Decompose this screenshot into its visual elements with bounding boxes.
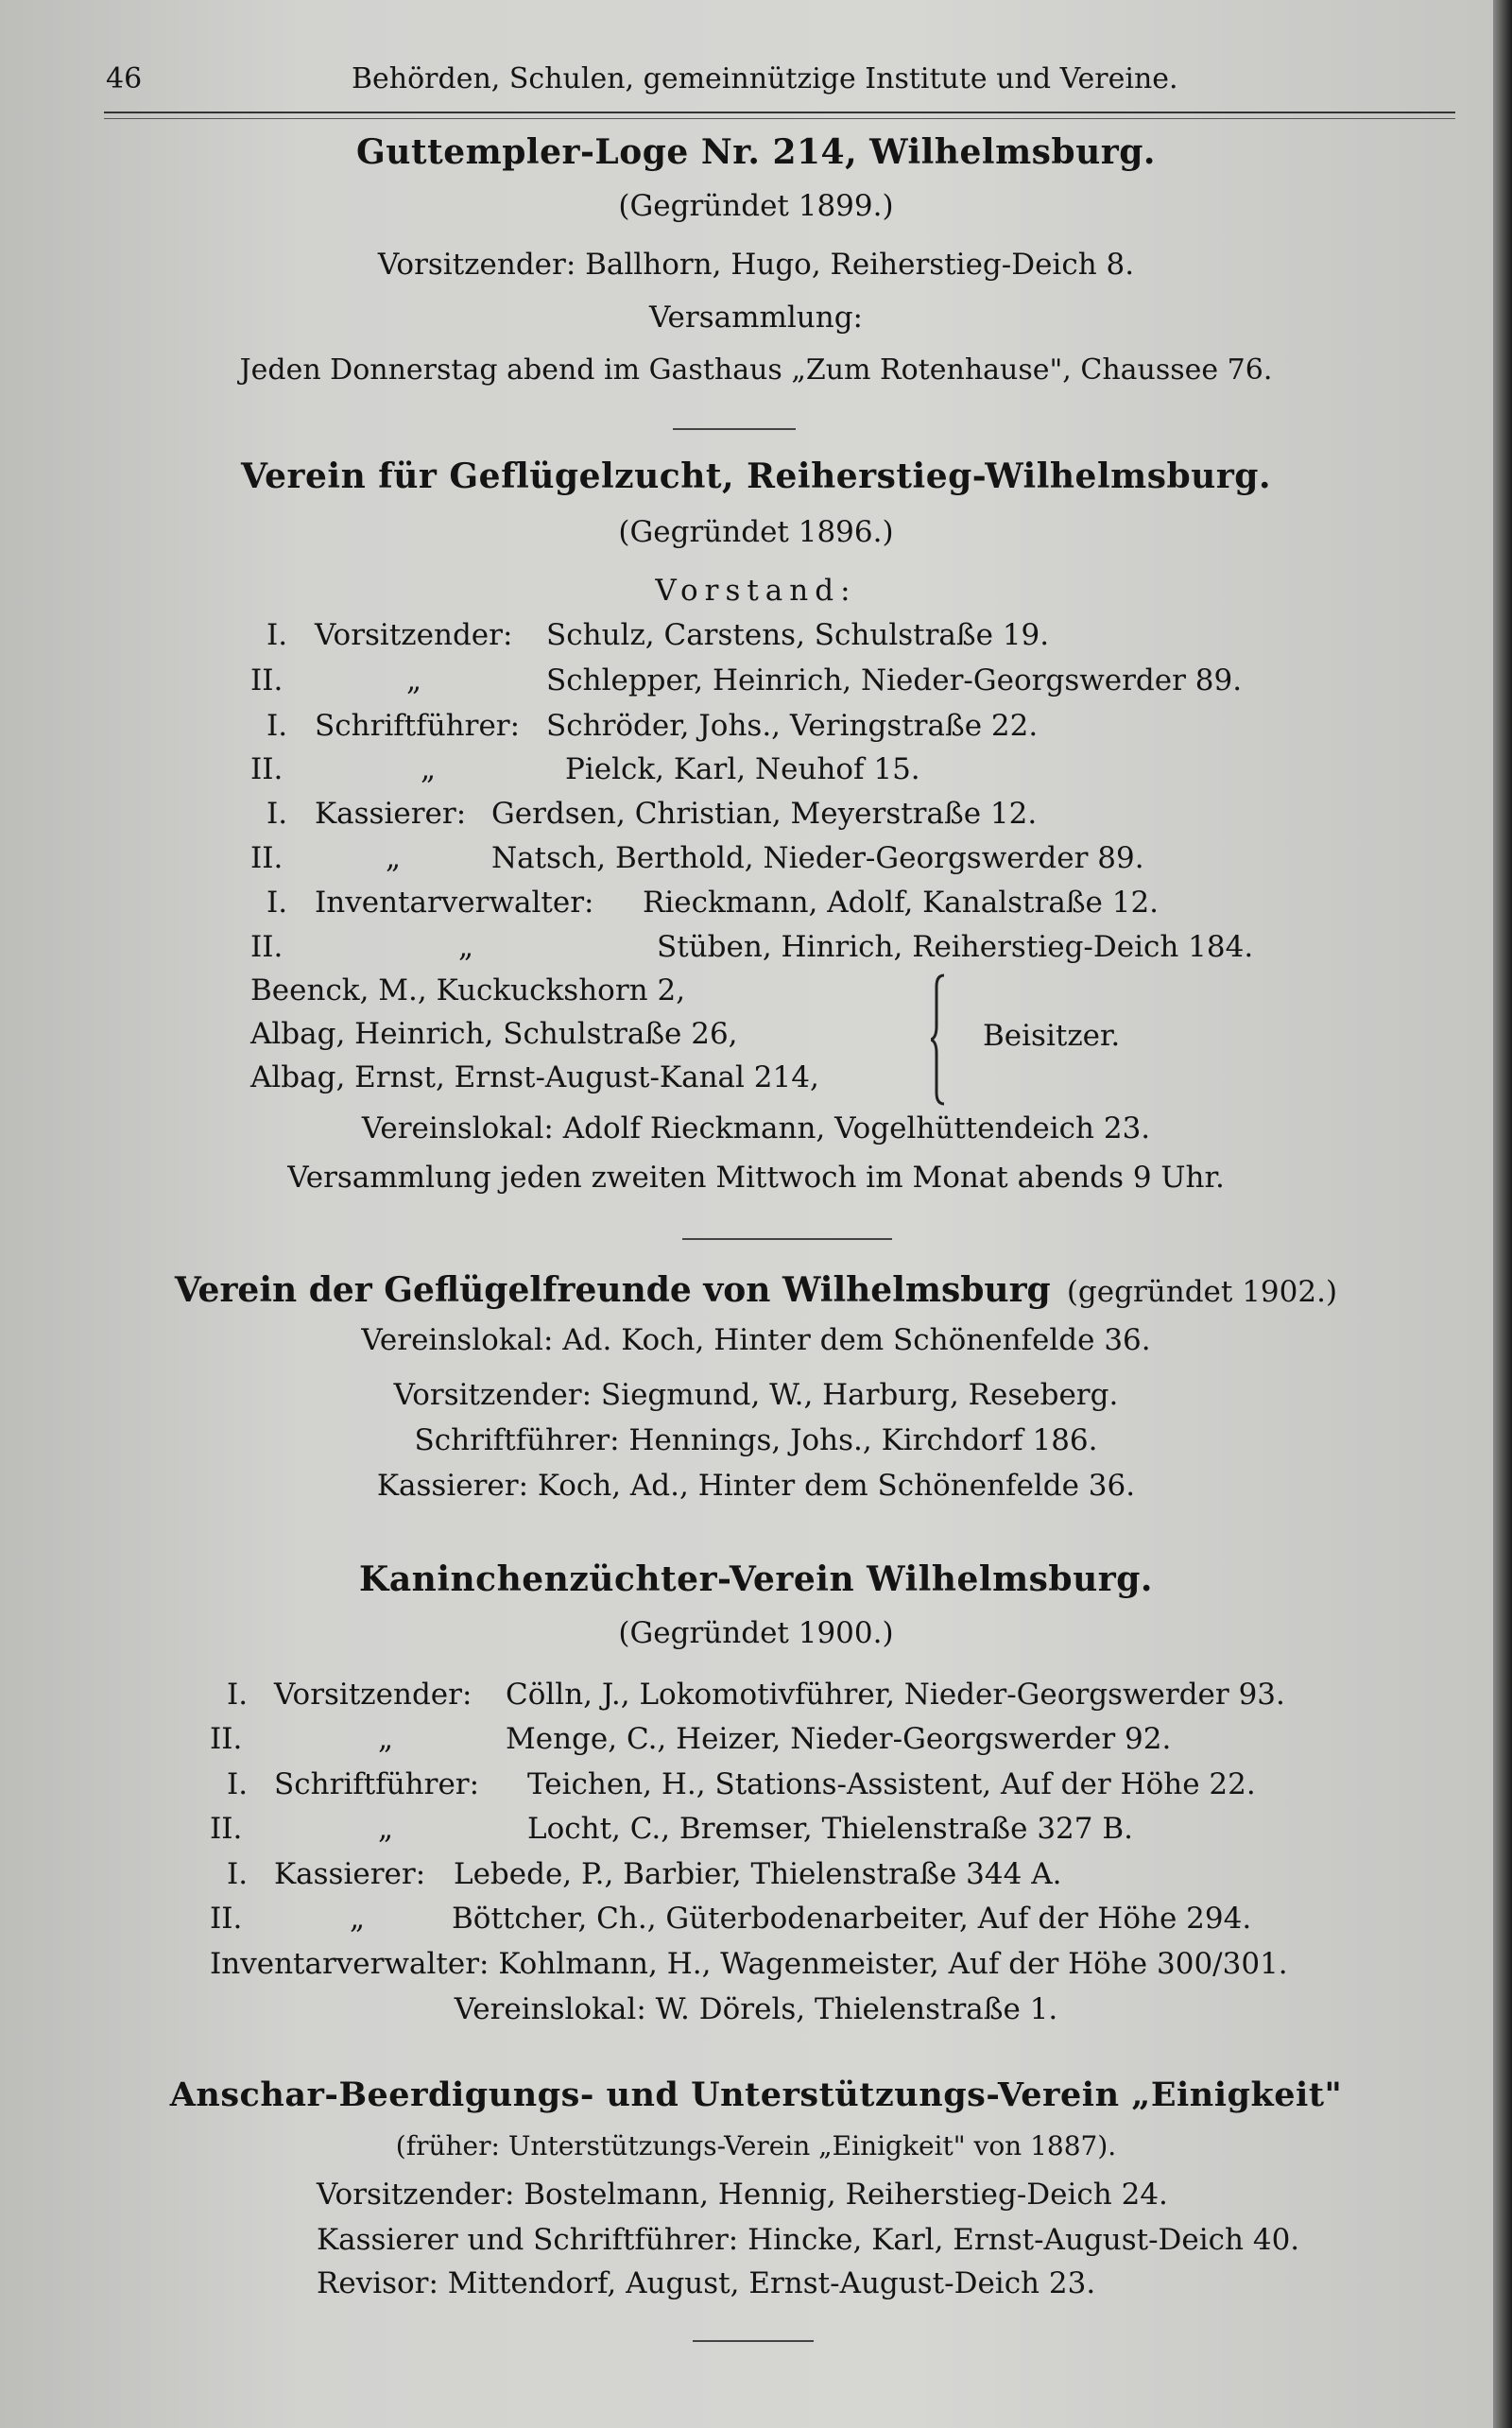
s2-row-num: I. [266, 797, 288, 831]
founded-guttempler: (Gegründet 1899.) [618, 189, 894, 223]
s4-row-num: I. [227, 1767, 249, 1801]
s4-row-text: Teichen, H., Stations-Assistent, Auf der Höhe 22. [527, 1767, 1256, 1801]
beisitzer-line: Albag, Ernst, Ernst-August-Kanal 214, [250, 1060, 819, 1094]
brace-icon [931, 973, 959, 1106]
s4-row-num: II. [210, 1902, 243, 1936]
s3-schriftfuehrer: Schriftführer: Hennings, Johs., Kirchdorf 186. [414, 1423, 1098, 1457]
s4-row-role: Kassierer: [274, 1857, 426, 1891]
s2-row-role: „ [421, 752, 437, 786]
s2-row-text: Schulz, Carstens, Schulstraße 19. [546, 618, 1050, 652]
s1-line-termin: Jeden Donnerstag abend im Gasthaus „Zum Rotenhause", Chaussee 76. [239, 353, 1273, 387]
s4-row-num: I. [227, 1857, 249, 1891]
s2-row-text: Gerdsen, Christian, Meyerstraße 12. [491, 797, 1038, 831]
section-title-guttempler: Guttempler-Loge Nr. 214, Wilhelmsburg. [356, 132, 1156, 172]
s3-vorsitzender: Vorsitzender: Siegmund, W., Harburg, Reseberg. [393, 1378, 1119, 1412]
founded-gefluegelzucht: (Gegründet 1896.) [618, 515, 894, 549]
s4-row-text: Lebede, P., Barbier, Thielenstraße 344 A. [454, 1857, 1062, 1891]
s1-line-vorsitzender: Vorsitzender: Ballhorn, Hugo, Reiherstieg-Deich 8. [377, 248, 1135, 282]
s2-row-text: Schröder, Johs., Veringstraße 22. [546, 709, 1039, 743]
s4-row-num: II. [210, 1812, 243, 1846]
section-header-gefluegelfreunde [0, 1270, 1512, 1310]
section-divider [693, 2340, 814, 2342]
section-divider [673, 428, 796, 430]
vorstand-heading: Vorstand: [655, 574, 857, 608]
s4-row-role: „ [378, 1812, 394, 1846]
s4-row-role: Vorsitzender: [274, 1678, 472, 1712]
s2-row-text: Natsch, Berthold, Nieder-Georgswerder 89. [491, 841, 1144, 875]
s2-row-role: Kassierer: [315, 797, 467, 831]
s3-vereinslokal: Vereinslokal: Ad. Koch, Hinter dem Schönenfelde 36. [361, 1323, 1151, 1357]
beisitzer-label: Beisitzer. [983, 1019, 1121, 1053]
s5-revisor: Revisor: Mittendorf, August, Ernst-August-Deich 23. [317, 2266, 1096, 2300]
s2-row-role: „ [406, 663, 422, 697]
beisitzer-line: Albag, Heinrich, Schulstraße 26, [250, 1017, 738, 1051]
founded-kaninchen: (Gegründet 1900.) [618, 1616, 894, 1650]
running-title: Behörden, Schulen, gemeinnützige Institute und Vereine. [352, 62, 1178, 95]
page-number: 46 [106, 62, 143, 95]
s2-row-num: I. [266, 886, 288, 920]
s4-row-num: II. [210, 1722, 243, 1756]
s5-kassierer: Kassierer und Schriftführer: Hincke, Karl, Ernst-August-Deich 40. [317, 2223, 1300, 2257]
s4-row-text: Locht, C., Bremser, Thielenstraße 327 B. [527, 1812, 1133, 1846]
s2-row-role: Inventarverwalter: [315, 886, 594, 920]
s2-row-text: Rieckmann, Adolf, Kanalstraße 12. [643, 886, 1160, 920]
s2-row-num: II. [250, 663, 284, 697]
s2-row-num: II. [250, 752, 284, 786]
s4-row-text: Menge, C., Heizer, Nieder-Georgswerder 92. [506, 1722, 1172, 1756]
founded-gefluegelfreunde: (gegründet 1902.) [1066, 1275, 1338, 1309]
s2-row-role: „ [386, 841, 402, 875]
s4-inventarverwalter: Inventarverwalter: Kohlmann, H., Wagenmeister, Auf der Höhe 300/301. [210, 1947, 1288, 1981]
s4-vereinslokal: Vereinslokal: W. Dörels, Thielenstraße 1. [454, 1992, 1058, 2026]
s2-vereinslokal: Vereinslokal: Adolf Rieckmann, Vogelhüttendeich 23. [361, 1111, 1151, 1145]
s4-row-num: I. [227, 1678, 249, 1712]
s4-row-role: „ [378, 1722, 394, 1756]
s1-line-versammlung: Versammlung: [648, 301, 864, 335]
section-title-gefluegelfreunde: Verein der Geflügelfreunde von Wilhelmsburg [174, 1270, 1051, 1310]
s2-row-role: „ [458, 930, 474, 964]
s4-row-role: „ [350, 1902, 366, 1936]
s2-row-num: II. [250, 841, 284, 875]
s4-row-role: Schriftführer: [274, 1767, 480, 1801]
s2-row-role: Vorsitzender: [315, 618, 513, 652]
s2-row-num: II. [250, 930, 284, 964]
section-title-gefluegelzucht: Verein für Geflügelzucht, Reiherstieg-Wilhelmsburg. [240, 456, 1272, 496]
section-title-anschar: Anschar-Beerdigungs- und Unterstützungs-Verein „Einigkeit" [169, 2075, 1343, 2114]
header-rule [104, 112, 1455, 119]
s2-row-role: Schriftführer: [315, 709, 521, 743]
s5-vorsitzender: Vorsitzender: Bostelmann, Hennig, Reiherstieg-Deich 24. [317, 2178, 1168, 2212]
s2-row-text: Stüben, Hinrich, Reiherstieg-Deich 184. [657, 930, 1254, 964]
s2-row-text: Schlepper, Heinrich, Nieder-Georgswerder 89. [546, 663, 1243, 697]
s4-row-text: Böttcher, Ch., Güterbodenarbeiter, Auf der Höhe 294. [452, 1902, 1252, 1936]
s5-subtitle: (früher: Unterstützungs-Verein „Einigkeit" von 1887). [395, 2130, 1117, 2161]
s2-row-text: Pielck, Karl, Neuhof 15. [565, 752, 920, 786]
s2-versammlung: Versammlung jeden zweiten Mittwoch im Monat abends 9 Uhr. [287, 1161, 1225, 1195]
s2-row-num: I. [266, 618, 288, 652]
s4-row-text: Cölln, J., Lokomotivführer, Nieder-Georgswerder 93. [506, 1678, 1285, 1712]
section-divider [682, 1238, 892, 1240]
beisitzer-line: Beenck, M., Kuckuckshorn 2, [250, 973, 686, 1007]
section-title-kaninchen: Kaninchenzüchter-Verein Wilhelmsburg. [359, 1559, 1153, 1599]
s3-kassierer: Kassierer: Koch, Ad., Hinter dem Schönenfelde 36. [376, 1469, 1136, 1503]
s2-row-num: I. [266, 709, 288, 743]
